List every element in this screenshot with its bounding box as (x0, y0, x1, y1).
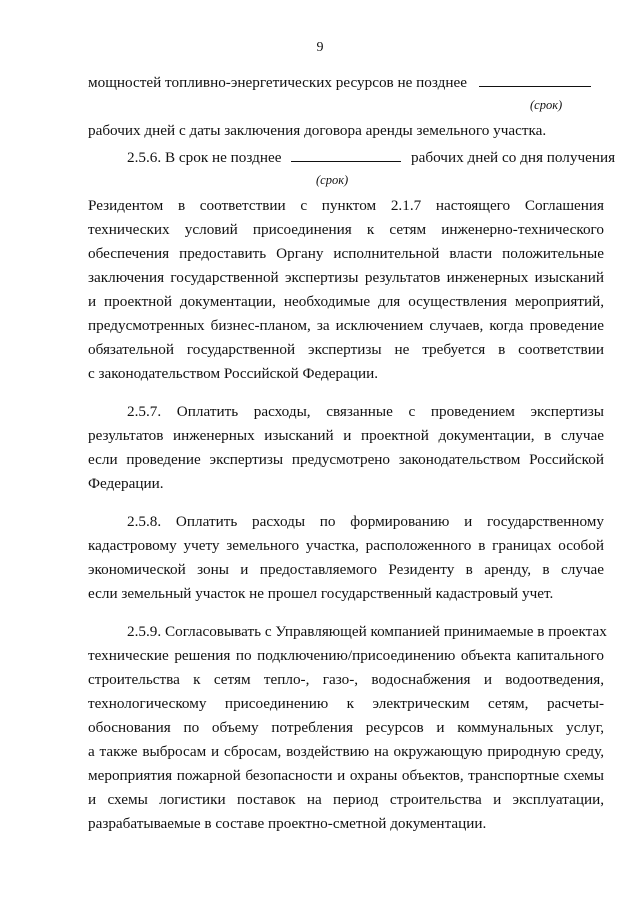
p1-line-2: рабочих дней с даты заключения договора аренды земельного участка. (88, 122, 547, 139)
p2-first-line (127, 147, 616, 168)
term-note-2: (срок) (316, 173, 349, 187)
term-note-1: (срок) (530, 98, 563, 112)
term-blank-2 (291, 147, 401, 162)
p2-line: заключения государственной экспертизы результатов инженерных изысканий (88, 269, 604, 286)
p5-line: а также выбросам и сбросам, воздействию на окружающую природную среду, (88, 743, 604, 760)
p2-line: Резидентом в соответствии с пунктом 2.1.7 настоящего Соглашения (88, 197, 604, 214)
p5-line: технические решения по подключению/присоединению объекта капитального (88, 647, 604, 664)
p5-line: и схемы логистики поставок на период строительства и эксплуатации, (88, 791, 604, 808)
p4-line-last: если земельный участок не прошел государственный кадастровый учет. (88, 585, 554, 602)
p4-line: кадастровому учету земельного участка, расположенного в границах особой (88, 537, 604, 554)
p2-line: обязательной государственной экспертизы не требуется в соответствии (88, 341, 604, 358)
p4-first-line: 2.5.8. Оплатить расходы по формированию и государственному (127, 513, 604, 530)
p2-tail: рабочих дней со дня получения (411, 149, 616, 166)
p1-line-1 (88, 72, 604, 93)
p3-first-line: 2.5.7. Оплатить расходы, связанные с проведением экспертизы (127, 403, 604, 420)
p1-text: мощностей топливно-энергетических ресурсов не позднее (88, 74, 467, 91)
p3-line: если проведение экспертизы предусмотрено законодательством Российской (88, 451, 604, 468)
term-blank-1 (479, 72, 591, 87)
p5-line-last: разрабатываемые в составе проектно-сметной документации. (88, 815, 487, 832)
p2-lead: 2.5.6. В срок не позднее (127, 149, 282, 166)
p5-line: технологическому присоединению к электрическим сетям, расчеты- (88, 695, 604, 712)
p5-line: обоснования по объему потребления ресурсов и коммунальных услуг, (88, 719, 604, 736)
p2-line: обеспечения предоставить Органу исполнительной власти положительные (88, 245, 604, 262)
p2-line: предусмотренных бизнес-планом, за исключением случаев, когда проведение (88, 317, 604, 334)
p2-line: технических условий присоединения к сетям инженерно-технического (88, 221, 604, 238)
page-number: 9 (316, 40, 324, 55)
p3-line: результатов инженерных изысканий и проектной документации, в случае (88, 427, 604, 444)
p2-line: и проектной документации, необходимые для осуществления мероприятий, (88, 293, 604, 310)
p4-line: экономической зоны и предоставляемого Резиденту в аренду, в случае (88, 561, 604, 578)
p5-line: мероприятия пожарной безопасности и охраны объектов, транспортные схемы (88, 767, 604, 784)
p3-line-last: Федерации. (88, 475, 164, 492)
p2-line-last: с законодательством Российской Федерации. (88, 365, 379, 382)
p5-line: строительства к сетям тепло-, газо-, водоснабжения и водоотведения, (88, 671, 604, 688)
p5-first-line: 2.5.9. Согласовывать с Управляющей компанией принимаемые в проектах (127, 623, 607, 640)
